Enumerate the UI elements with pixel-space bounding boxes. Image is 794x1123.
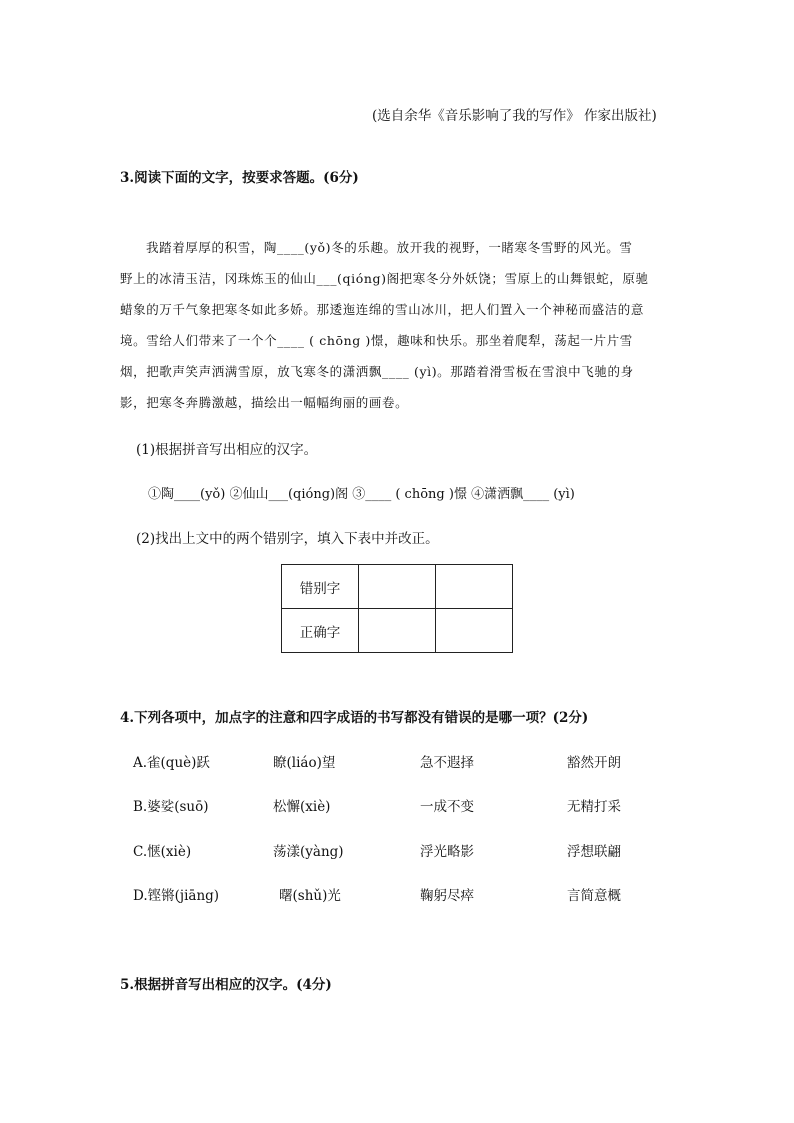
- option-b-item-4: 无精打采: [567, 799, 621, 815]
- sub-question-2: (2)找出上文中的两个错别字，填入下表中并改正。: [136, 531, 439, 547]
- option-c-item-3: 浮光略影: [420, 844, 474, 860]
- option-d-item-3: 鞠躬尽瘁: [420, 888, 474, 904]
- option-b-item-1: B.婆娑(suō): [133, 799, 209, 815]
- sub-question-1: (1)根据拼音写出相应的汉字。: [136, 442, 318, 458]
- table-row-header-wrong: 错别字: [282, 565, 359, 609]
- answer-cell[interactable]: [436, 609, 513, 653]
- answer-cell[interactable]: [436, 565, 513, 609]
- option-d-item-1: D.铿锵(jiāng): [133, 888, 220, 904]
- sub-question-1-blanks: ①陶____(yǒ) ②仙山___(qióng)阁 ③____ ( chōng )憬 ④潇洒飘____ (yì): [148, 487, 575, 502]
- question-3-title: 3.阅读下面的文字，按要求答题。(6分): [120, 170, 359, 186]
- question-4-title: 4.下列各项中，加点字的注意和四字成语的书写都没有错误的是哪一项？(2分): [120, 710, 589, 726]
- answer-cell[interactable]: [359, 609, 436, 653]
- passage-line: 野上的冰清玉洁，冈珠炼玉的仙山___(qióng)阁把寒冬分外妖饶；雪原上的山舞银蛇，原驰: [120, 271, 649, 286]
- question-5-title: 5.根据拼音写出相应的汉字。(4分): [120, 977, 332, 993]
- option-d-item-2: 曙(shǔ)光: [279, 888, 341, 904]
- option-c-item-2: 荡漾(yàng): [273, 844, 344, 860]
- passage-line: 蜡象的万千气象把寒冬如此多娇。那逶迤连绵的雪山冰川，把人们置入一个神秘而盛洁的意: [120, 302, 645, 317]
- table-row-header-correct: 正确字: [282, 609, 359, 653]
- error-correction-table: [281, 564, 513, 653]
- option-d-item-4: 言简意概: [567, 888, 621, 904]
- option-c-item-1: C.惬(xiè): [133, 844, 192, 860]
- passage-line: 烟，把歌声笑声洒满雪原，放飞寒冬的潇洒飘____ (yì)。那踏着滑雪板在雪浪中飞驰的身: [120, 364, 634, 379]
- source-citation: (选自余华《音乐影响了我的写作》 作家出版社): [372, 108, 657, 124]
- option-b-item-3: 一成不变: [420, 799, 474, 815]
- answer-cell[interactable]: [359, 565, 436, 609]
- option-b-item-2: 松懈(xiè): [273, 799, 331, 815]
- passage-line: 影，把寒冬奔腾激越，描绘出一幅幅绚丽的画卷。: [120, 395, 409, 410]
- option-a-item-2: 瞭(liáo)望: [273, 755, 336, 771]
- passage-line: 境。雪给人们带来了一个个____ ( chōng )憬，趣味和快乐。那坐着爬犁，荡起一片片雪: [120, 333, 633, 348]
- reading-passage: [120, 232, 676, 418]
- option-a-item-4: 豁然开朗: [567, 755, 621, 771]
- passage-line: 我踏着厚厚的积雪，陶____(yǒ)冬的乐趣。放开我的视野，一睹寒冬雪野的风光。雪: [146, 240, 633, 255]
- option-c-item-4: 浮想联翩: [567, 844, 621, 860]
- option-a-item-3: 急不遐择: [420, 755, 474, 771]
- option-a-item-1: A.雀(què)跃: [133, 755, 210, 771]
